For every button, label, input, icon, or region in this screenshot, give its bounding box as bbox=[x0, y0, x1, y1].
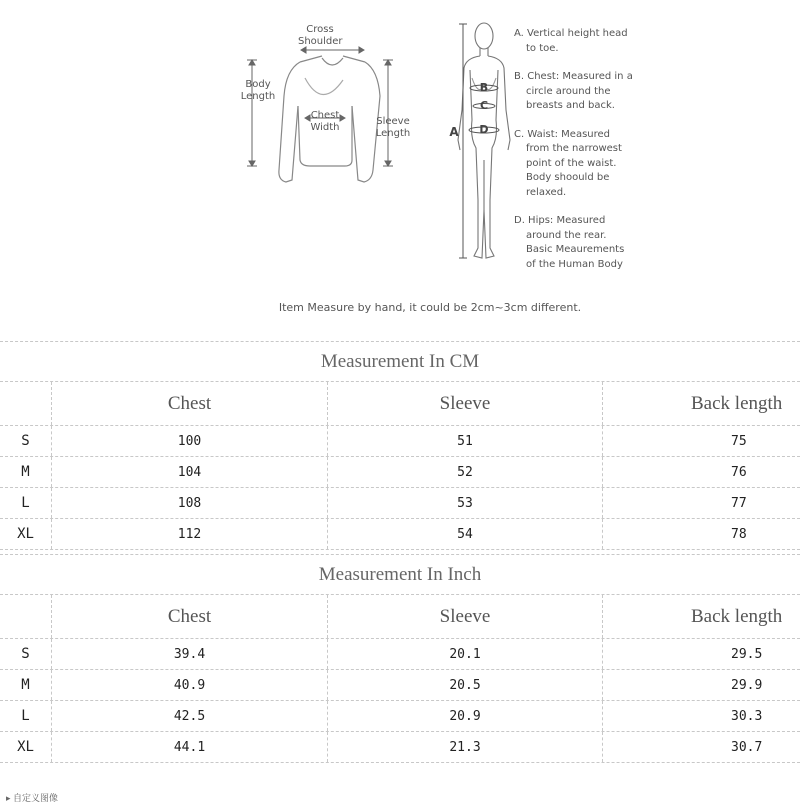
note-a: A. Vertical height head to toe. bbox=[514, 28, 628, 54]
letter-b: B bbox=[479, 81, 489, 94]
value-cell: 20.9 bbox=[328, 701, 603, 731]
table-row bbox=[0, 670, 800, 701]
header-cell: Back length bbox=[691, 605, 783, 627]
header-cell bbox=[0, 382, 52, 425]
header-cell bbox=[0, 595, 52, 638]
value-cell: 52 bbox=[328, 457, 603, 487]
sleeve-length-label: Sleeve Length bbox=[375, 116, 411, 139]
value-cell: 29.9 bbox=[731, 677, 763, 693]
value-cell: 42.5 bbox=[52, 701, 328, 731]
table-row bbox=[0, 457, 800, 488]
value-cell: 20.5 bbox=[328, 670, 603, 700]
custom-image-link[interactable]: ▸ 自定义图像 bbox=[6, 793, 59, 803]
letter-d: D bbox=[479, 123, 489, 136]
measurement-notes bbox=[514, 27, 644, 286]
value-cell: 112 bbox=[52, 519, 328, 549]
table-title: Measurement In Inch bbox=[0, 555, 800, 595]
header-cell: Sleeve bbox=[328, 595, 603, 638]
size-cell: XL bbox=[0, 519, 52, 549]
note-d: D. Hips: Measured around the rear. Basic Meaurements of the Human Body bbox=[514, 215, 625, 270]
note-c: C. Waist: Measured from the narrowest point of the waist. Body shoould be relaxed. bbox=[514, 128, 622, 198]
size-cell: L bbox=[0, 701, 52, 731]
value-cell: 40.9 bbox=[52, 670, 328, 700]
header-cell: Sleeve bbox=[328, 382, 603, 425]
table-row bbox=[0, 488, 800, 519]
value-cell: 104 bbox=[52, 457, 328, 487]
header-cell: Back length bbox=[691, 392, 783, 414]
body-drawing bbox=[458, 23, 510, 258]
size-guide-diagram bbox=[0, 0, 800, 330]
body-measure-lines bbox=[459, 24, 499, 258]
measure-disclaimer: Item Measure by hand, it could be 2cm~3cm different. bbox=[278, 301, 582, 314]
value-cell: 39.4 bbox=[52, 639, 328, 669]
table-row bbox=[0, 732, 800, 763]
size-cell: S bbox=[0, 426, 52, 456]
value-cell: 44.1 bbox=[52, 732, 328, 762]
header-cell: Chest bbox=[52, 382, 328, 425]
size-cell: M bbox=[0, 457, 52, 487]
value-cell: 51 bbox=[328, 426, 603, 456]
value-cell: 108 bbox=[52, 488, 328, 518]
value-cell: 75 bbox=[731, 433, 747, 449]
letter-c: C bbox=[479, 99, 489, 112]
value-cell: 100 bbox=[52, 426, 328, 456]
value-cell: 21.3 bbox=[328, 732, 603, 762]
value-cell: 20.1 bbox=[328, 639, 603, 669]
value-cell: 30.7 bbox=[731, 739, 763, 755]
table-row bbox=[0, 519, 800, 550]
measurement-arrows bbox=[247, 47, 393, 166]
table-header-row bbox=[0, 382, 800, 426]
value-cell: 29.5 bbox=[731, 646, 763, 662]
value-cell: 30.3 bbox=[731, 708, 763, 724]
inch-size-table bbox=[0, 554, 800, 763]
size-cell: XL bbox=[0, 732, 52, 762]
value-cell: 78 bbox=[731, 526, 747, 542]
letter-a: A bbox=[449, 125, 459, 139]
chest-width-label: Chest Width bbox=[310, 110, 340, 133]
value-cell: 77 bbox=[731, 495, 747, 511]
size-cell: M bbox=[0, 670, 52, 700]
table-row bbox=[0, 426, 800, 457]
size-cell: S bbox=[0, 639, 52, 669]
size-cell: L bbox=[0, 488, 52, 518]
value-cell: 53 bbox=[328, 488, 603, 518]
table-title: Measurement In CM bbox=[0, 342, 800, 382]
header-cell: Chest bbox=[52, 595, 328, 638]
value-cell: 76 bbox=[731, 464, 747, 480]
value-cell: 54 bbox=[328, 519, 603, 549]
measurement-illustration bbox=[0, 0, 800, 330]
note-b: B. Chest: Measured in a circle around the breasts and back. bbox=[514, 71, 633, 111]
body-length-label: Body Length bbox=[240, 79, 276, 102]
table-header-row bbox=[0, 595, 800, 639]
table-row bbox=[0, 639, 800, 670]
cross-shoulder-label: Cross Shoulder bbox=[298, 24, 343, 47]
cm-size-table bbox=[0, 341, 800, 550]
table-row bbox=[0, 701, 800, 732]
